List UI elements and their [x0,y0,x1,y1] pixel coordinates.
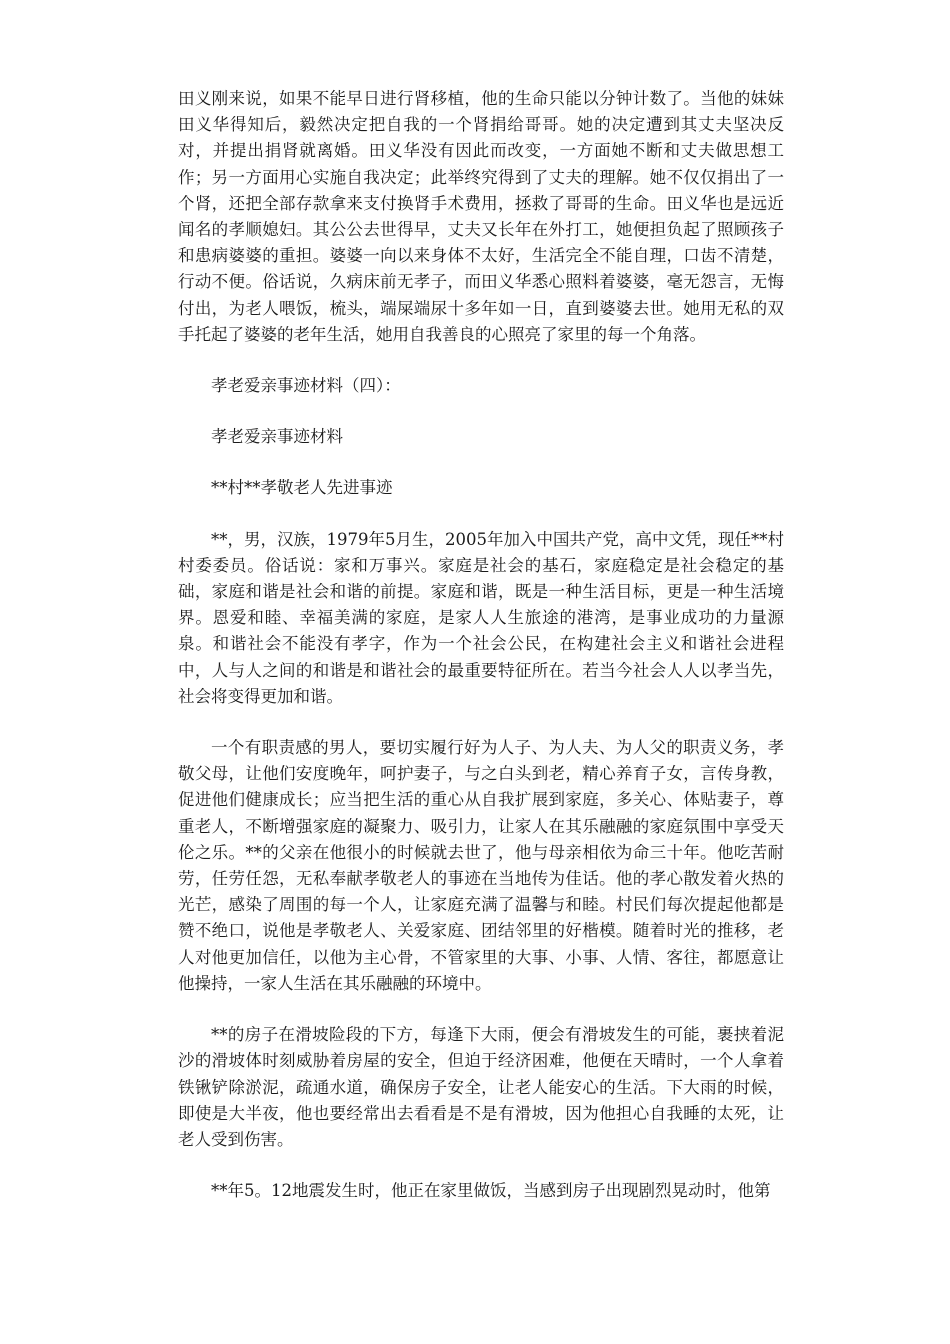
paragraph-tian-yihua: 田义刚来说，如果不能早日进行肾移植，他的生命只能以分钟计数了。当他的妹妹田义华得知后，毅然决定把自我的一个肾捐给哥哥。她的决定遭到其丈夫坚决反对，并提出捐肾就离婚。田义华没有因此而改变，一方面她不断和丈夫做思想工作；另一方面用心实施自我决定；此举终究得到了丈夫的理解。她不仅仅捐出了一个肾，还把全部存款拿来支付换肾手术费用，拯救了哥哥的生命。田义华也是远近闻名的孝顺媳妇。其公公去世得早，丈夫又长年在外打工，她便担负起了照顾孩子和患病婆婆的重担。婆婆一向以来身体不太好，生活完全不能自理，口齿不清楚，行动不便。俗话说，久病床前无孝子，而田义华悉心照料着婆婆，毫无怨言，无悔付出，为老人喂饭，梳头，端屎端尿十多年如一日，直到婆婆去世。她用无私的双手托起了婆婆的老年生活，她用自我善良的心照亮了家里的每一个角落。 [178,89,784,344]
paragraph-landslide: **的房子在滑坡险段的下方，每逢下大雨，便会有滑坡发生的可能，裹挟着泥沙的滑坡体时刻威胁着房屋的安全，但迫于经济困难，他便在天晴时，一个人拿着铁锹铲除淤泥，疏通水道，确保房子安全，让老人能安心的生活。下大雨的时候，即使是大半夜，他也要经常出去看看是不是有滑坡，因为他担心自我睡的太死，让老人受到伤害。 [178,1025,784,1149]
document-body [178,86,784,1229]
paragraph-intro: **，男，汉族，1979年5月生，2005年加入中国共产党，高中文凭，现任**村村委委员。俗话说：家和万事兴。家庭是社会的基石，家庭稳定是社会稳定的基础，家庭和谐是社会和谐的前提。家庭和谐，既是一种生活目标，更是一种生活境界。恩爱和睦、幸福美满的家庭，是家人人生旅途的港湾，是事业成功的力量源泉。和谐社会不能没有孝字，作为一个社会公民，在构建社会主义和谐社会进程中，人与人之间的和谐是和谐社会的最重要特征所在。若当今社会人人以孝当先，社会将变得更加和谐。 [178,529,784,706]
section-title-village: **村**孝敬老人先进事迹 [211,478,393,498]
section-subtitle: 孝老爱亲事迹材料 [211,427,343,447]
paragraph-responsibility: 一个有职责感的男人，要切实履行好为人子、为人夫、为人父的职责义务，孝敬父母，让他们安度晚年，呵护妻子，与之白头到老，精心养育子女，言传身教，促进他们健康成长；应当把生活的重心从自我扩展到家庭，多关心、体贴妻子，尊重老人，不断增强家庭的凝聚力、吸引力，让家人在其乐融融的家庭氛围中享受天伦之乐。**的父亲在他很小的时候就去世了，他与母亲相依为命三十年。他吃苦耐劳，任劳任怨，无私奉献孝敬老人的事迹在当地传为佳话。他的孝心散发着火热的光芒，感染了周围的每一个人，让家庭充满了温馨与和睦。村民们每次提起他都是赞不绝口，说他是孝敬老人、关爱家庭、团结邻里的好楷模。随着时光的推移，老人对他更加信任，以他为主心骨，不管家里的大事、小事、人情、客往，都愿意让他操持，一家人生活在其乐融融的环境中。 [178,738,784,993]
paragraph-earthquake: **年5。12地震发生时，他正在家里做饭，当感到房子出现剧烈晃动时，他第 [211,1181,771,1201]
section-heading-four: 孝老爱亲事迹材料（四）： [211,376,401,396]
